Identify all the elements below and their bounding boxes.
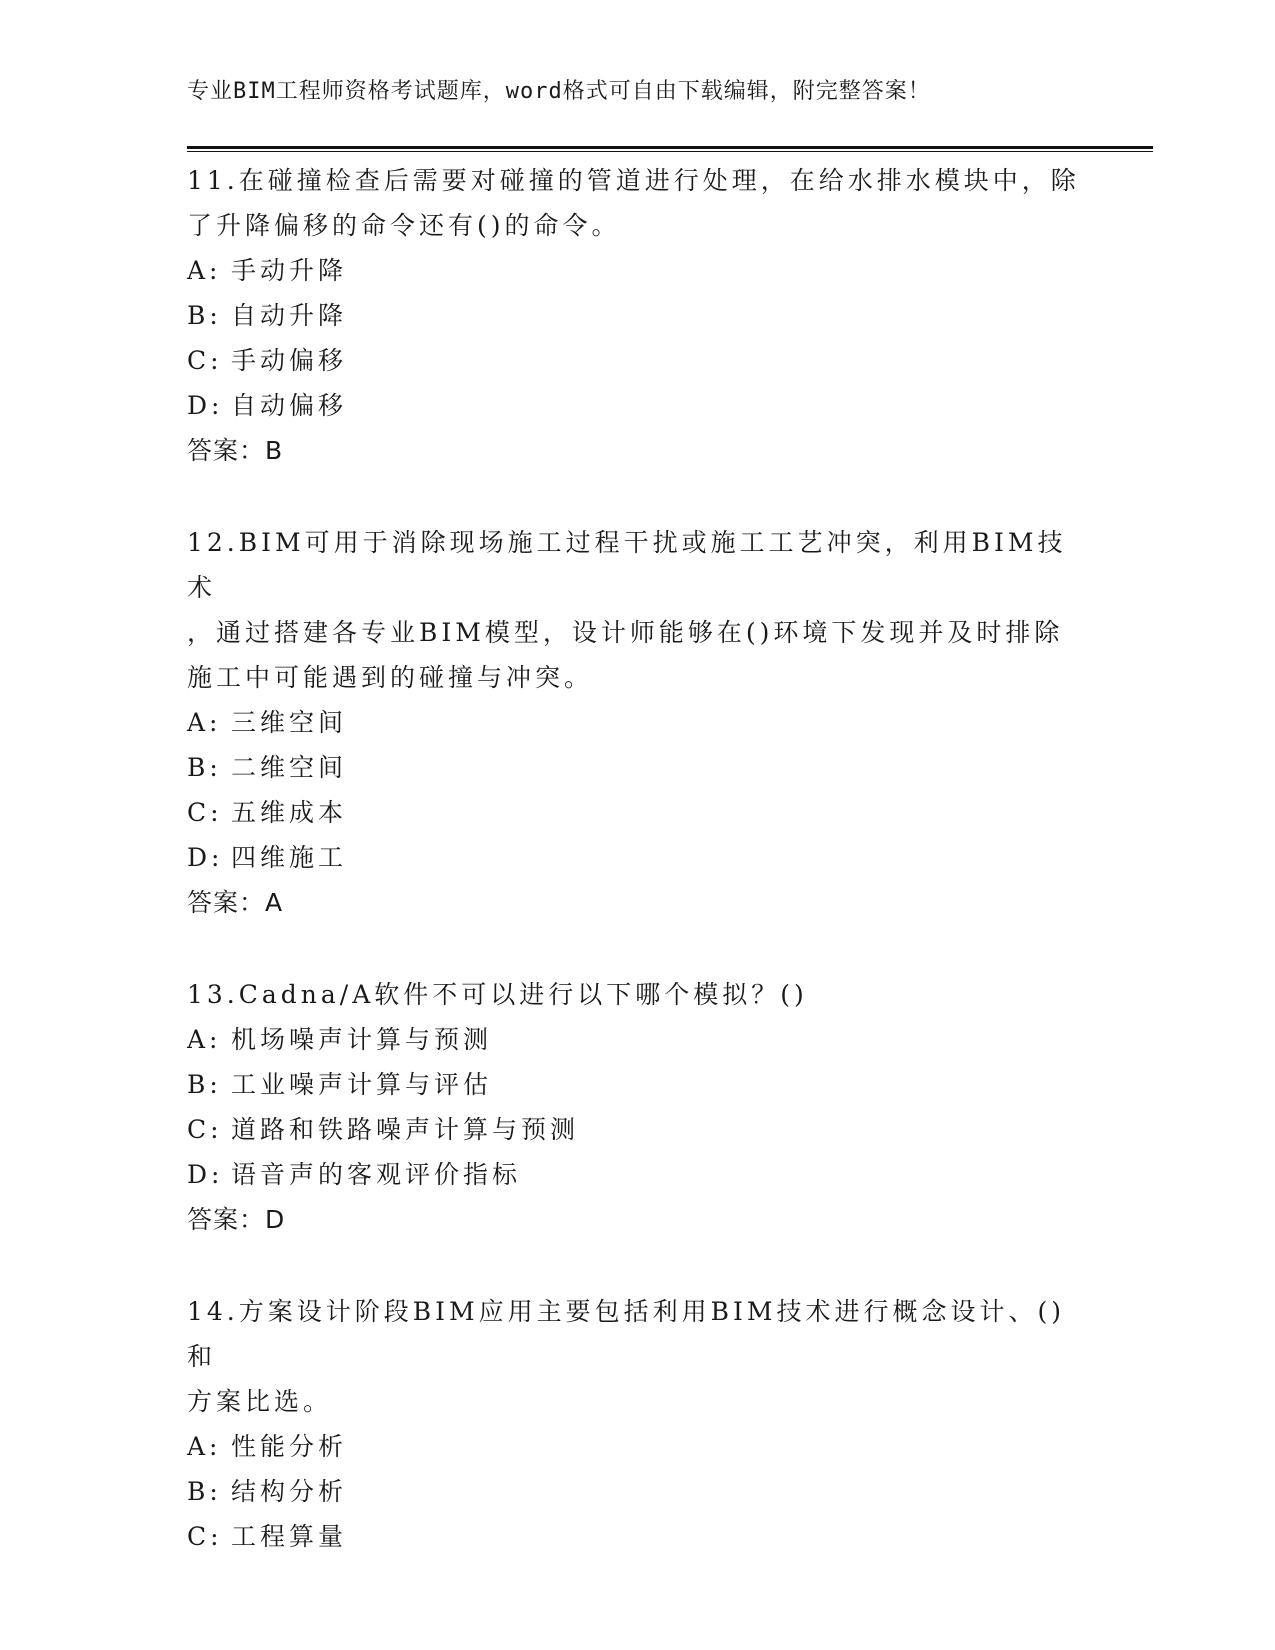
- option-letter: B:: [187, 1477, 222, 1506]
- question-stem-line: 施工中可能遇到的碰撞与冲突。: [187, 663, 594, 692]
- option-text: 工程算量: [231, 1522, 348, 1551]
- answer-label: 答案：D: [187, 1205, 286, 1234]
- question-item: [187, 520, 1087, 925]
- option-letter: C:: [187, 1115, 223, 1144]
- option-text: 五维成本: [231, 798, 348, 827]
- option-text: 手动偏移: [231, 346, 348, 375]
- header-divider-thick: [187, 146, 1153, 149]
- option-a: [187, 1424, 1087, 1469]
- question-stem-line: 11.在碰撞检查后需要对碰撞的管道进行处理，在给水排水模块中，除: [187, 166, 1080, 195]
- option-text: 道路和铁路噪声计算与预测: [231, 1115, 580, 1144]
- option-text: 机场噪声计算与预测: [231, 1025, 493, 1054]
- option-c: [187, 790, 1087, 835]
- option-letter: A:: [187, 1025, 222, 1054]
- option-a: [187, 1017, 1087, 1062]
- option-letter: A:: [187, 708, 222, 737]
- option-d: [187, 1152, 1087, 1197]
- option-text: 三维空间: [231, 708, 348, 737]
- option-text: 二维空间: [231, 753, 348, 782]
- option-letter: B:: [187, 1070, 222, 1099]
- option-c: [187, 338, 1087, 383]
- option-letter: C:: [187, 1522, 223, 1551]
- option-text: 自动升降: [231, 301, 348, 330]
- option-text: 语音声的客观评价指标: [231, 1160, 522, 1189]
- option-text: 自动偏移: [231, 391, 348, 420]
- question-stem: [187, 972, 1087, 1017]
- option-text: 结构分析: [231, 1477, 348, 1506]
- question-list: [187, 158, 1087, 1606]
- option-a: [187, 248, 1087, 293]
- option-letter: A:: [187, 256, 222, 285]
- option-b: [187, 745, 1087, 790]
- answer-label: 答案：A: [187, 888, 284, 917]
- option-letter: D:: [187, 1160, 224, 1189]
- question-item: [187, 1289, 1087, 1559]
- option-letter: B:: [187, 753, 222, 782]
- question-stem: [187, 1289, 1087, 1424]
- question-stem-line: 13.Cadna/A软件不可以进行以下哪个模拟？(): [187, 980, 808, 1009]
- option-b: [187, 293, 1087, 338]
- option-text: 工业噪声计算与评估: [231, 1070, 493, 1099]
- question-stem-line: 方案比选。: [187, 1387, 333, 1416]
- option-text: 手动升降: [231, 256, 348, 285]
- question-stem: [187, 520, 1087, 700]
- option-c: [187, 1514, 1087, 1559]
- page-header: 专业BIM工程师资格考试题库，word格式可自由下载编辑，附完整答案！: [187, 79, 931, 104]
- answer-label: 答案：B: [187, 436, 284, 465]
- option-letter: B:: [187, 301, 222, 330]
- question-item: [187, 158, 1087, 473]
- option-a: [187, 700, 1087, 745]
- question-stem-line: 了升降偏移的命令还有()的命令。: [187, 211, 621, 240]
- option-letter: C:: [187, 346, 223, 375]
- option-letter: D:: [187, 843, 224, 872]
- option-b: [187, 1469, 1087, 1514]
- question-stem-line: 14.方案设计阶段BIM应用主要包括利用BIM技术进行概念设计、()和: [187, 1297, 1065, 1371]
- question-stem-line: ，通过搭建各专业BIM模型，设计师能够在()环境下发现并及时排除: [187, 618, 1064, 647]
- question-stem: [187, 158, 1087, 248]
- option-b: [187, 1062, 1087, 1107]
- option-letter: A:: [187, 1432, 222, 1461]
- question-item: [187, 972, 1087, 1242]
- option-text: 四维施工: [231, 843, 348, 872]
- option-d: [187, 383, 1087, 428]
- option-c: [187, 1107, 1087, 1152]
- option-text: 性能分析: [231, 1432, 348, 1461]
- option-letter: C:: [187, 798, 223, 827]
- option-letter: D:: [187, 391, 224, 420]
- header-divider-thin: [187, 151, 1153, 152]
- option-d: [187, 835, 1087, 880]
- question-stem-line: 12.BIM可用于消除现场施工过程干扰或施工工艺冲突，利用BIM技术: [187, 528, 1067, 602]
